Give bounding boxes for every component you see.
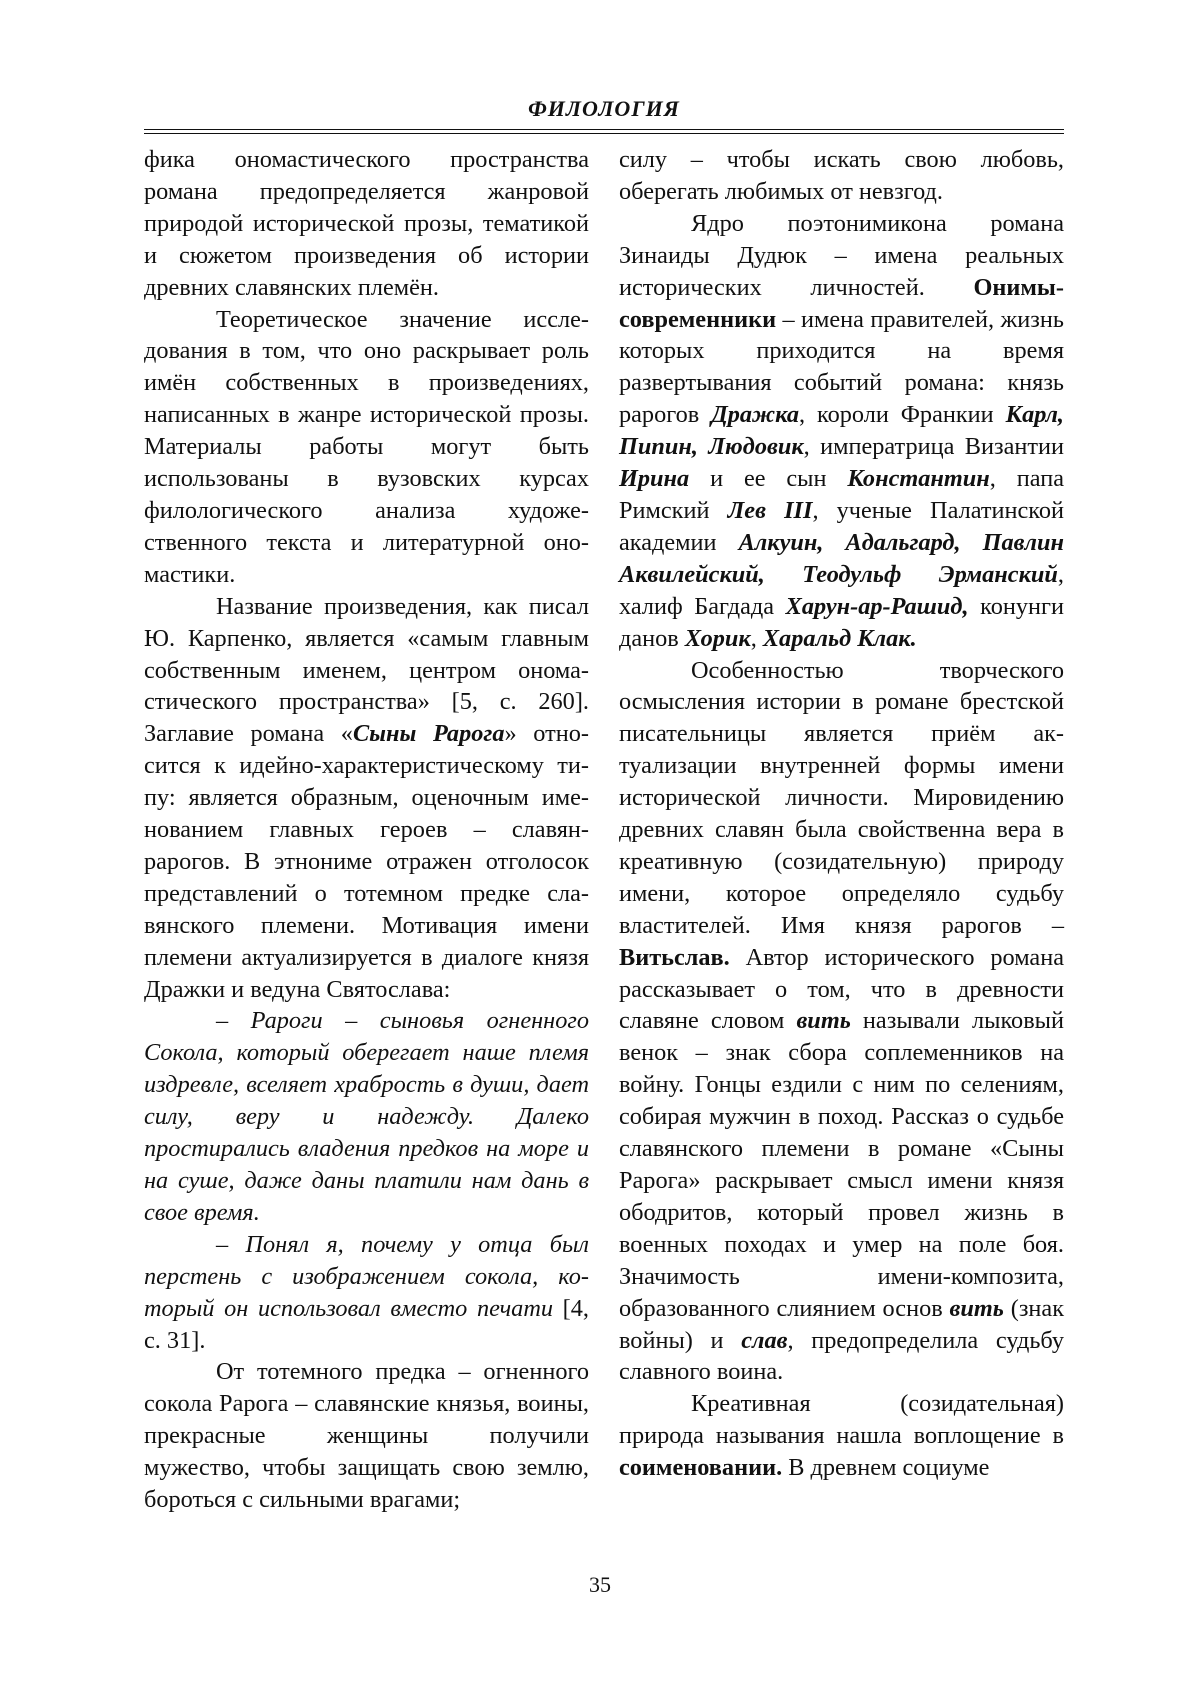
term: вить [796, 1007, 851, 1035]
proper-name: Харальд Клак. [762, 624, 917, 652]
paragraph: Особенностью творческого осмысления истории в романе брестской писательницы является приём актуализации внутренней формы имени исторической личности. Мировидению древних славян была свойственна вера в креативную (созидательную) природу имени, которое определяло судьбу властителей. Имя князя рарогов – Витьслав. Автор исторического романа рассказывает о том, что в древности славяне словом вить называли лыковый венок – знак сбора соплеменников на войну. Гонцы ездили с ним по селениям, собирая мужчин в поход. Рассказ о судьбе славянского племени в романе «Сыны Рарога» раскрывает смысл имени князя ободритов, который провел жизнь в военных походах и умер на поле боя. Значимость имени-композита, образованного слиянием основ вить (знак войны) и слав, предопределила судьбу славного воина. [619, 656, 1065, 1386]
term: слав [741, 1326, 788, 1354]
paragraph: силу – чтобы искать свою любовь, оберегать любимых от невзгод. [619, 146, 1064, 205]
novel-title: Сыны Рарога [352, 720, 505, 748]
proper-name: Дражка [711, 401, 800, 429]
proper-name: Лев III [727, 496, 813, 524]
proper-name: Хорик [684, 624, 751, 652]
right-column [619, 144, 1064, 1484]
quote: – Понял я, почему у отца был перстень с изображением сокола, который он использовал вместо печати [4, с. 31]. [144, 1230, 590, 1354]
left-column [144, 144, 589, 1516]
text: » относится к идейно-характеристическому типу: является образным, оценочным именованием главных героев – славян-рарогов. В этнониме отражен отголосок представлений о тотемном предке славянского племени. Мотивация имени племени актуализируется в диалоге князя Дражки и ведуна Святослава: [144, 720, 589, 1003]
header-rule-bottom [144, 133, 1064, 134]
proper-name: Витьслав. [619, 943, 730, 971]
term: соименовании. [619, 1454, 783, 1482]
proper-name: Карл, Пипин, Людовик [619, 401, 1064, 461]
citation: [4, с. 31]. [144, 1294, 590, 1354]
running-header: ФИЛОЛОГИЯ [528, 96, 680, 121]
paragraph [144, 591, 589, 1006]
quote: – Рароги – сыновья огненного Сокола, который оберегает наше племя издревле, вселяет храбрость в души, дает силу, веру и надежду. Далеко простирались владения предков на море и на суше, даже даны платили нам дань в свое время. [144, 1007, 589, 1226]
paragraph: Теоретическое значение исследования в том, что оно раскрывает роль имён собственных в произведениях, написанных в жанре исторической прозы. Материалы работы могут быть использованы в вузовских курсах филологического анализа художественного текста и литературной ономастики. [144, 305, 589, 588]
header-rule-top [144, 129, 1064, 130]
term: вить [949, 1294, 1004, 1322]
proper-name: Ирина [619, 465, 690, 493]
proper-name: Харун-ар-Рашид, [785, 592, 969, 620]
proper-name: Алкуин, Адальгард, Павлин Аквилейский, Теодульф Эрманский [619, 528, 1064, 588]
page-number: 35 [589, 1572, 611, 1597]
paragraph: фика ономастического пространства романа предопределяется жанровой природой исторической прозы, тематикой и сюжетом произведения об истории древних славянских племён. [144, 146, 589, 301]
term: Онимы-современники [619, 273, 1064, 333]
text: Название произведения, как писал Ю. Карпенко, является «самым главным собственным именем, центром ономастического пространства» [5, с. 260]. Заглавие романа « [144, 592, 589, 748]
paragraph: От тотемного предка – огненного сокола Рарога – славянские князья, воины, прекрасные женщины получили мужество, чтобы защищать свою землю, бороться с сильными врагами; [144, 1358, 589, 1514]
paragraph: Креативная (созидательная) природа называния нашла воплощение в соименовании. В древнем социуме [619, 1390, 1064, 1482]
proper-name: Константин [847, 465, 990, 493]
paragraph: Ядро поэтонимикона романа Зинаиды Дудюк – имена реальных исторических личностей. Онимы-современники – имена правителей, жизнь которых приходится на время развертывания событий романа: князь рарогов Дражка, короли Франкии Карл, Пипин, Людовик, императрица Византии Ирина и ее сын Константин, папа Римский Лев III, ученые Палатинской академии Алкуин, Адальгард, Павлин Аквилейский, Теодульф Эрманский, халиф Багдада Харун-ар-Рашид, конунги данов Хорик, Харальд Клак. [619, 209, 1064, 652]
